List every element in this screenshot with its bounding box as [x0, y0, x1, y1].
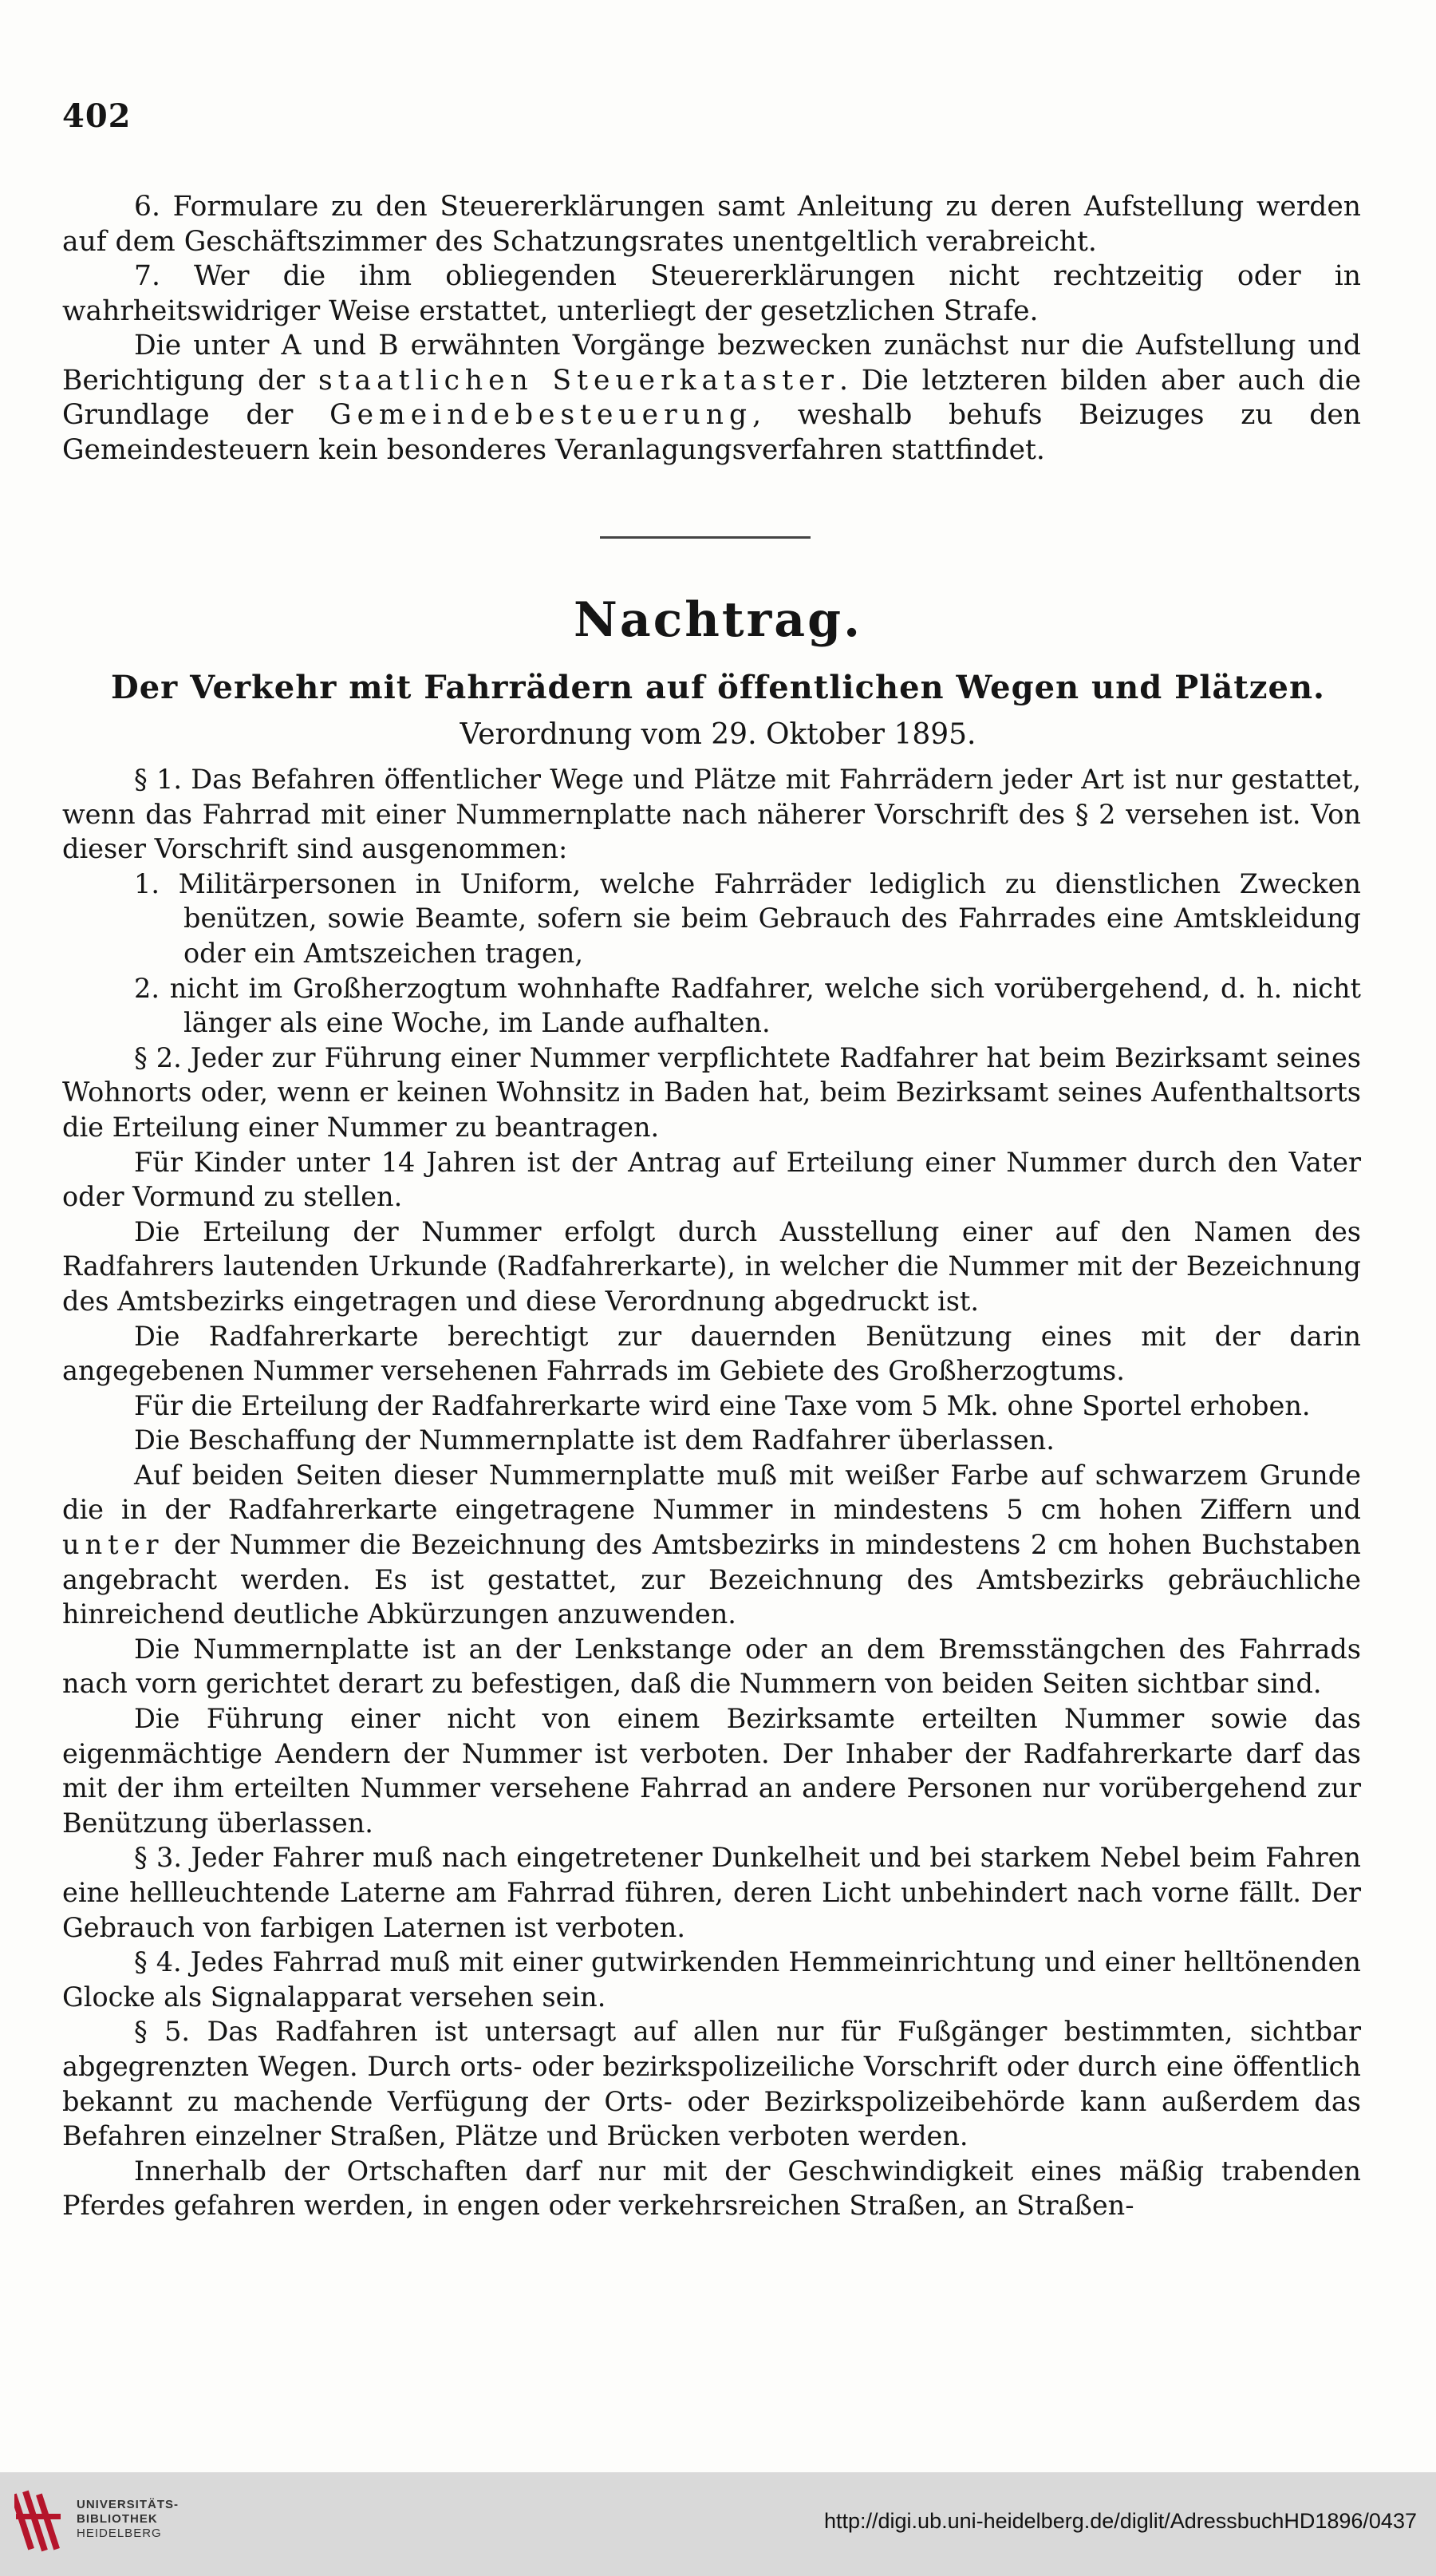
spaced-text: staatlichen Steuerkataster [318, 364, 839, 397]
text-run: Auf beiden Seiten dieser Nummernplatte muß mit weißer Farbe auf schwarzem Grunde die in der Radfahrerkarte eingetragene Nummer in mindestens 5 cm hohen Ziffern und [62, 1459, 1361, 1526]
paragraph: Die Radfahrerkarte berechtigt zur dauernden Benützung eines mit der darin angegebenen Nummer versehenen Fahrrads im Gebiete des Großherzogtums. [62, 1320, 1361, 1387]
footer-bar [0, 2472, 1436, 2576]
text-run: Die unter A und B erwähnten Vorgänge bezwecken zunächst nur die Aufstellung und Berichtigung der [62, 330, 1361, 397]
section-title: Der Verkehr mit Fahrrädern auf öffentlichen Wegen und Plätzen. [111, 669, 1325, 706]
library-name-line: BIBLIOTHEK [77, 2512, 158, 2526]
paragraph: Für die Erteilung der Radfahrerkarte wird eine Taxe vom 5 Mk. ohne Sportel erhoben. [134, 1389, 1311, 1421]
paragraph-section-1: § 1. Das Befahren öffentlicher Wege und Plätze mit Fahrrädern jeder Art ist nur gestattet, wenn das Fahrrad mit einer Nummernplatte nach näherer Vorschrift des § 2 versehen ist. Von dieser Vorschrift sind ausgenommen: [62, 764, 1361, 865]
library-name-line: UNIVERSITÄTS- [77, 2498, 180, 2511]
paragraph-item-6: 6. Formulare zu den Steuererklärungen samt Anleitung zu deren Aufstellung werden auf dem Geschäftszimmer des Schatzungsrates unentgeltlich verabreicht. [62, 191, 1361, 258]
paragraph: Für Kinder unter 14 Jahren ist der Antrag auf Erteilung einer Nummer durch den Vater oder Vormund zu stellen. [62, 1146, 1361, 1213]
spaced-text: Gemeindebesteuerung [329, 399, 753, 431]
paragraph: Innerhalb der Ortschaften darf nur mit der Geschwindigkeit eines mäßig trabenden Pferdes gefahren werden, in engen oder verkehrsreichen Straßen, an Straßen- [62, 2155, 1361, 2222]
ordinance-text [62, 762, 1361, 2223]
library-name [77, 2498, 179, 2541]
list-item: 2. nicht im Großherzogtum wohnhafte Radfahrer, welche sich vorübergehend, d. h. nicht länger als eine Woche, im Lande aufhalten. [134, 972, 1361, 1039]
tax-section-text [62, 190, 1361, 468]
paragraph-vorgaenge [62, 329, 1361, 468]
paragraph: Die Erteilung der Nummer erfolgt durch Ausstellung einer auf den Namen des Radfahrers lautenden Urkunde (Radfahrerkarte), in welcher die Nummer mit der Bezeichnung des Amtsbezirks eingetragen und diese Verordnung abgedruckt ist. [62, 1215, 1361, 1317]
library-name-line: HEIDELBERG [77, 2527, 162, 2540]
section-divider [600, 536, 811, 539]
paragraph: Die Nummernplatte ist an der Lenkstange oder an dem Bremsstängchen des Fahrrads nach vorn gerichtet derart zu befestigen, daß die Nummern von beiden Seiten sichtbar sind. [62, 1633, 1361, 1700]
text-run: . Die letzteren bilden aber auch die Grundlage der [62, 364, 1362, 431]
paragraph: Die Beschaffung der Nummernplatte ist dem Radfahrer überlassen. [134, 1424, 1055, 1456]
university-seal-icon [14, 2482, 65, 2562]
list-item: 1. Militärpersonen in Uniform, welche Fahrräder lediglich zu dienstlichen Zwecken benützen, sowie Beamte, sofern sie beim Gebrauch des Fahrrades eine Amtskleidung oder ein Amtszeichen tragen, [134, 867, 1361, 969]
ordinance-date: Verordnung vom 29. Oktober 1895. [460, 718, 976, 751]
paragraph-item-7: 7. Wer die ihm obliegenden Steuererklärungen nicht rechtzeitig oder in wahrheitswidriger Weise erstattet, unterliegt der gesetzlichen Strafe. [62, 260, 1361, 327]
spaced-text: unter [62, 1529, 164, 1561]
digital-copy-link[interactable]: http://digi.ub.uni-heidelberg.de/diglit/AdressbuchHD1896/0437 [823, 2509, 1417, 2533]
page-number: 402 [62, 97, 132, 135]
text-run: der Nummer die Bezeichnung des Amtsbezirks in mindestens 2 cm hohen Buchstaben angebracht werden. Es ist gestattet, zur Bezeichnung des Amtsbezirks gebräuchliche hinreichend deutliche Abkürzungen anzuwenden. [62, 1529, 1361, 1630]
text-run: , weshalb behufs Beizuges zu den Gemeindesteuern kein besonderes Veranlagungsverfahren stattfindet. [62, 399, 1362, 466]
paragraph-section-4: § 4. Jedes Fahrrad muß mit einer gutwirkenden Hemmeinrichtung und einer helltönenden Glocke als Signalapparat versehen sein. [62, 1946, 1361, 2013]
nachtrag-title: Nachtrag. [574, 592, 862, 648]
paragraph-section-2: § 2. Jeder zur Führung einer Nummer verpflichtete Radfahrer hat beim Bezirksamt seines Wohnorts oder, wenn er keinen Wohnsitz in Baden hat, beim Bezirksamt seines Aufenthaltsorts die Erteilung einer Nummer zu beantragen. [62, 1041, 1361, 1143]
paragraph: Die Führung einer nicht von einem Bezirksamte erteilten Nummer sowie das eigenmächtige Aendern der Nummer ist verboten. Der Inhaber der Radfahrerkarte darf das mit der ihm erteilten Nummer versehene Fahrrad an andere Personen nur vorübergehend zur Benützung überlassen. [62, 1703, 1361, 1839]
paragraph-nummernplatte-farbe [62, 1458, 1361, 1632]
paragraph-section-3: § 3. Jeder Fahrer muß nach eingetretener Dunkelheit und bei starkem Nebel beim Fahren eine hellleuchtende Laterne am Fahrrad führen, deren Licht unbehindert nach vorne fällt. Der Gebrauch von farbigen Laternen ist verboten. [62, 1842, 1361, 1943]
paragraph-section-5: § 5. Das Radfahren ist untersagt auf allen nur für Fußgänger bestimmten, sichtbar abgegrenzten Wegen. Durch orts- oder bezirkspolizeiliche Vorschrift oder durch eine öffentlich bekannt zu machende Verfügung der Orts- oder Bezirkspolizeibehörde kann außerdem das Befahren einzelner Straßen, Plätze und Brücken verboten werden. [62, 2016, 1361, 2152]
